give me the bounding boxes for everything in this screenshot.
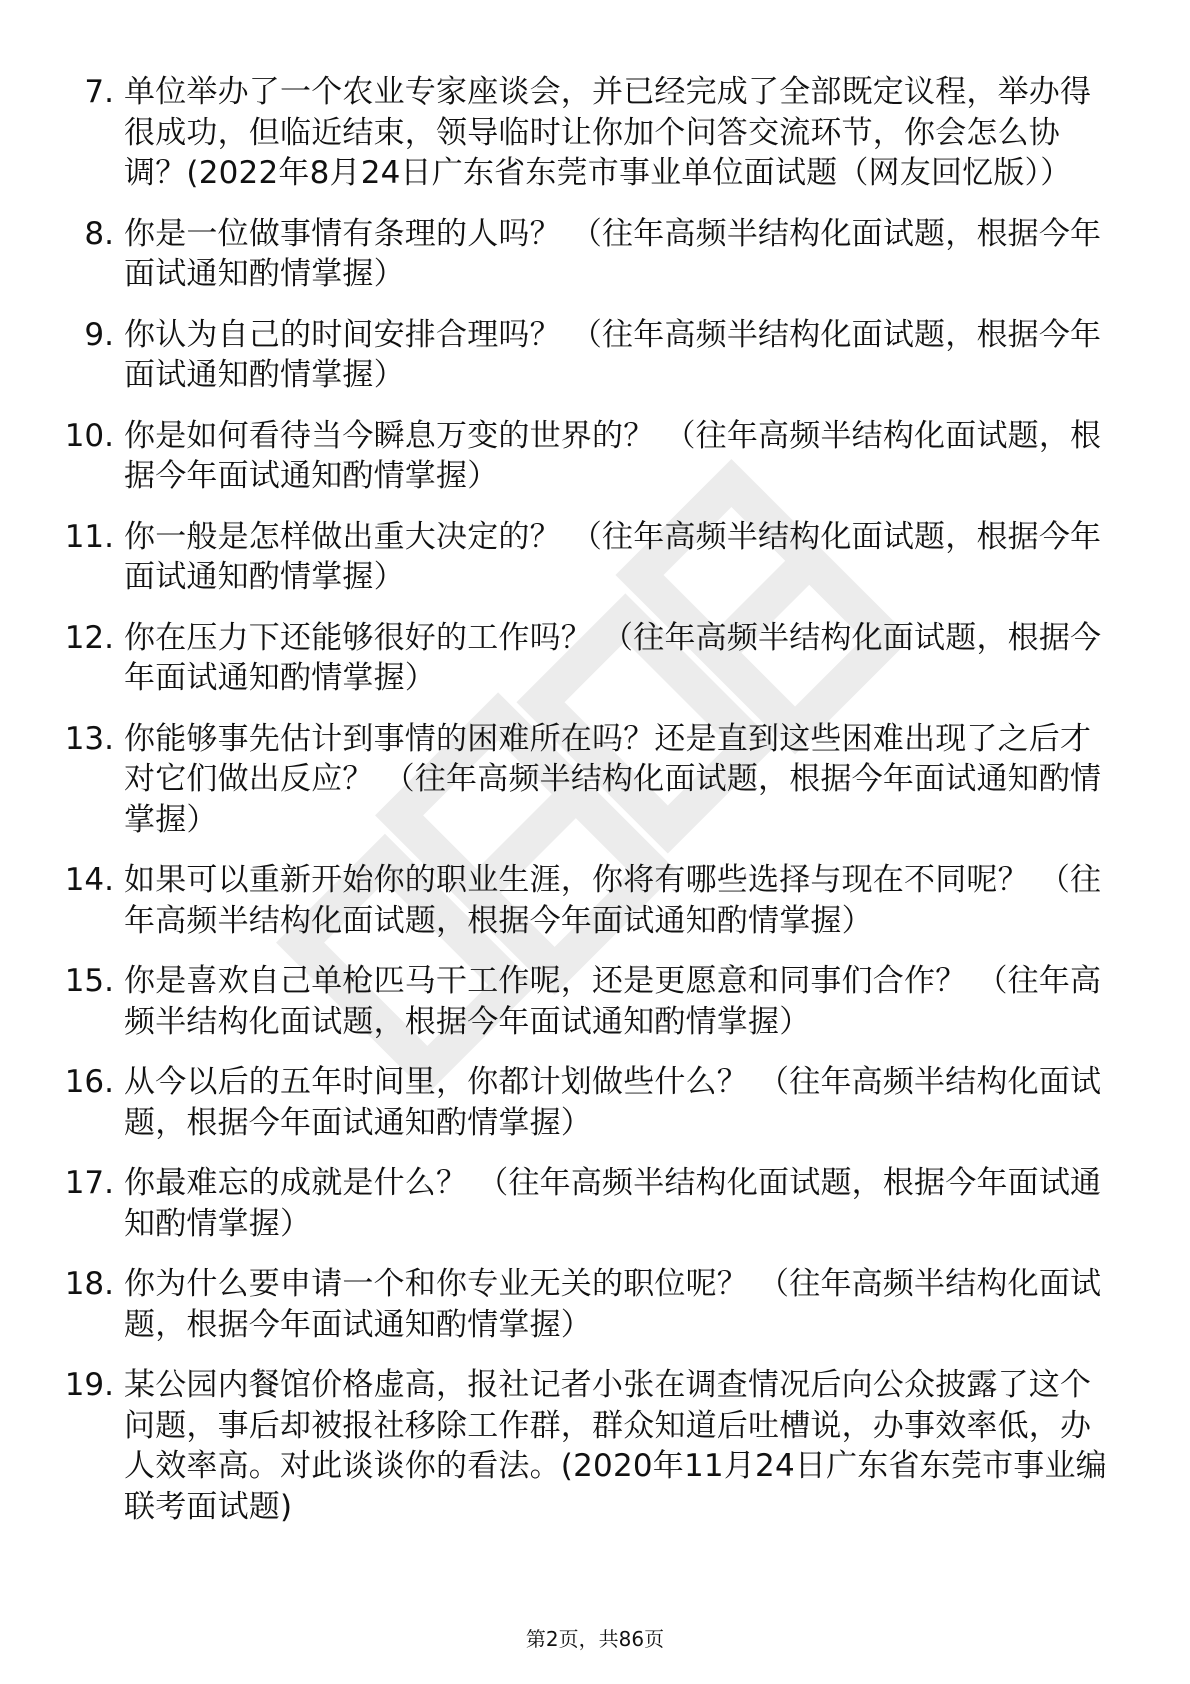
question-number: 9. bbox=[84, 316, 114, 353]
question-number: 16. bbox=[64, 1064, 114, 1100]
question-item bbox=[60, 961, 1110, 1042]
question-item bbox=[60, 719, 1110, 841]
question-number: 8. bbox=[84, 215, 114, 252]
question-number: 14. bbox=[64, 862, 114, 898]
page-number-footer: 第2页，共86页 bbox=[525, 1627, 665, 1651]
question-text: 你是如何看待当今瞬息万变的世界的？ （往年高频半结构化面试题，根据今年面试通知酌情掌握） bbox=[124, 417, 1102, 494]
question-text: 单位举办了一个农业专家座谈会，并已经完成了全部既定议程，举办得很成功，但临近结束，领导临时让你加个问答交流环节，你会怎么协调？(2022年8月24日广东省东莞市事业单位面试题（网友回忆版）） bbox=[124, 74, 1092, 191]
question-item bbox=[60, 618, 1110, 699]
question-text: 你认为自己的时间安排合理吗？ （往年高频半结构化面试题，根据今年面试通知酌情掌握） bbox=[124, 316, 1102, 393]
question-number: 7. bbox=[84, 74, 114, 110]
question-text: 如果可以重新开始你的职业生涯，你将有哪些选择与现在不同呢？ （往年高频半结构化面试题，根据今年面试通知酌情掌握） bbox=[124, 862, 1102, 939]
question-text: 你能够事先估计到事情的困难所在吗？还是直到这些困难出现了之后才对它们做出反应？ （往年高频半结构化面试题，根据今年面试通知酌情掌握） bbox=[124, 720, 1102, 838]
question-item bbox=[60, 517, 1110, 598]
question-text: 你是喜欢自己单枪匹马干工作呢，还是更愿意和同事们合作？ （往年高频半结构化面试题，根据今年面试通知酌情掌握） bbox=[124, 963, 1102, 1040]
question-text: 某公园内餐馆价格虚高，报社记者小张在调查情况后向公众披露了这个问题，事后却被报社移除工作群，群众知道后吐槽说，办事效率低，办人效率高。对此谈谈你的看法。(2020年11月24日广东省东莞市事业编联考面试题) bbox=[124, 1367, 1107, 1525]
question-number: 10. bbox=[64, 417, 114, 454]
question-item bbox=[60, 1365, 1110, 1527]
question-item bbox=[60, 72, 1110, 194]
question-text: 你一般是怎样做出重大决定的？ （往年高频半结构化面试题，根据今年面试通知酌情掌握） bbox=[124, 518, 1102, 595]
question-item bbox=[60, 214, 1110, 295]
question-number: 18. bbox=[64, 1266, 114, 1302]
question-text: 你是一位做事情有条理的人吗？ （往年高频半结构化面试题，根据今年面试通知酌情掌握） bbox=[124, 215, 1102, 292]
question-item bbox=[60, 416, 1110, 497]
question-item bbox=[60, 1163, 1110, 1244]
question-number: 11. bbox=[64, 518, 114, 555]
question-item bbox=[60, 860, 1110, 941]
question-text: 你在压力下还能够很好的工作吗？ （往年高频半结构化面试题，根据今年面试通知酌情掌握） bbox=[124, 619, 1102, 696]
question-text: 你为什么要申请一个和你专业无关的职位呢？ （往年高频半结构化面试题，根据今年面试通知酌情掌握） bbox=[124, 1266, 1102, 1343]
question-text: 从今以后的五年时间里，你都计划做些什么？ （往年高频半结构化面试题，根据今年面试通知酌情掌握） bbox=[124, 1064, 1102, 1141]
question-item bbox=[60, 315, 1110, 396]
question-text: 你最难忘的成就是什么？ （往年高频半结构化面试题，根据今年面试通知酌情掌握） bbox=[124, 1165, 1102, 1242]
question-number: 17. bbox=[64, 1165, 114, 1201]
question-item bbox=[60, 1062, 1110, 1143]
question-number: 19. bbox=[64, 1367, 114, 1403]
question-item bbox=[60, 1264, 1110, 1345]
question-number: 13. bbox=[64, 720, 114, 757]
question-number: 15. bbox=[64, 963, 114, 999]
question-number: 12. bbox=[64, 619, 114, 656]
question-list bbox=[60, 72, 1110, 1547]
